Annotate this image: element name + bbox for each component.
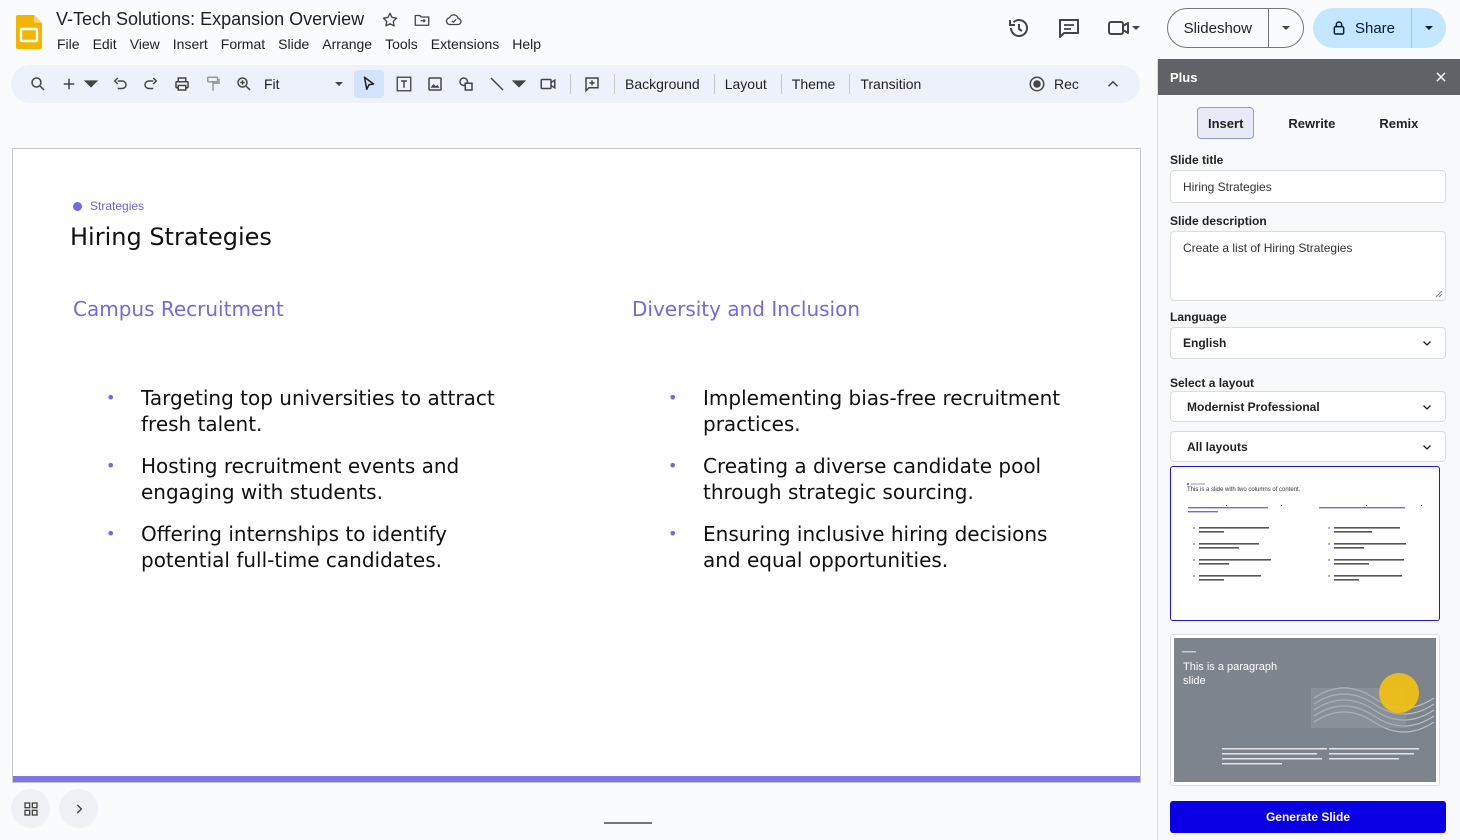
column-heading-left[interactable]: Campus Recruitment <box>73 297 284 321</box>
line-icon[interactable] <box>486 70 508 98</box>
language-select[interactable] <box>1170 327 1446 359</box>
bullet-list-left[interactable] <box>106 385 506 589</box>
chevron-down-icon <box>334 79 344 89</box>
layout-select[interactable] <box>1170 391 1446 422</box>
generate-slide-button[interactable]: Generate Slide <box>1170 801 1446 833</box>
record-label: Rec <box>1054 76 1079 92</box>
slide-title-label: Slide title <box>1170 153 1224 167</box>
share-label: Share <box>1354 19 1395 37</box>
undo-icon[interactable] <box>109 70 131 98</box>
menu-format[interactable]: Format <box>220 36 266 52</box>
star-icon[interactable] <box>380 10 400 30</box>
chevron-down-icon <box>1421 441 1433 453</box>
panel-title: Plus <box>1170 69 1198 85</box>
close-icon[interactable] <box>1434 70 1448 84</box>
toolbar-divider <box>714 74 715 94</box>
language-value: English <box>1183 336 1227 350</box>
zoom-icon[interactable] <box>233 70 255 98</box>
layout-label: Select a layout <box>1170 376 1255 390</box>
tab-remix[interactable]: Remix <box>1379 115 1419 131</box>
text-box-icon[interactable] <box>393 70 415 98</box>
list-item <box>106 453 506 505</box>
slide-canvas[interactable] <box>12 148 1141 783</box>
bullet-icon: • <box>668 388 678 407</box>
meet-camera-icon[interactable] <box>1099 8 1149 48</box>
menu-file[interactable]: File <box>57 36 80 52</box>
slide-description-label: Slide description <box>1170 214 1267 228</box>
tab-rewrite[interactable]: Rewrite <box>1288 115 1336 131</box>
toolbar-divider <box>849 74 850 94</box>
search-menus-icon[interactable] <box>27 70 49 98</box>
print-icon[interactable] <box>171 70 193 98</box>
chevron-down-icon <box>1424 23 1434 33</box>
slideshow-button-group <box>1167 8 1304 48</box>
record-icon <box>1028 75 1046 93</box>
toolbar-divider <box>781 74 782 94</box>
thumbnail-title: This is a slide with two columns of content. <box>1187 487 1301 493</box>
header-actions <box>999 8 1446 48</box>
bullet-icon: • <box>668 456 678 475</box>
list-item <box>106 385 506 437</box>
transition-button[interactable]: Transition <box>860 76 922 92</box>
toolbar-divider <box>614 74 615 94</box>
chevron-down-icon <box>1421 337 1433 349</box>
select-cursor-icon[interactable] <box>354 70 384 98</box>
slide-nav-controls <box>11 789 98 828</box>
share-options-button[interactable] <box>1412 8 1446 48</box>
zoom-select[interactable] <box>264 76 344 92</box>
menu-edit[interactable]: Edit <box>92 36 117 52</box>
tag-dot <box>73 202 82 211</box>
slides-logo-icon[interactable] <box>16 15 42 49</box>
menu-tools[interactable]: Tools <box>385 36 418 52</box>
bullet-text: Ensuring inclusive hiring decisions and equal opportunities. <box>703 522 1048 572</box>
add-comment-icon[interactable] <box>581 70 603 98</box>
paint-format-icon[interactable] <box>202 70 224 98</box>
main-toolbar <box>11 65 1140 103</box>
slide-title-input[interactable]: Hiring Strategies <box>1170 170 1446 203</box>
language-label: Language <box>1170 310 1227 324</box>
new-slide-icon[interactable] <box>58 70 80 98</box>
chevron-down-icon <box>1421 401 1433 413</box>
bullet-text: Implementing bias-free recruitment practices. <box>703 386 1061 436</box>
line-dropdown-icon[interactable] <box>510 70 528 98</box>
menu-help[interactable]: Help <box>512 36 542 52</box>
layout-thumbnail-paragraph[interactable] <box>1170 634 1440 786</box>
version-history-icon[interactable] <box>999 8 1039 48</box>
bullet-text: Offering internships to identify potential full-time candidates. <box>141 522 447 572</box>
list-item <box>668 521 1078 573</box>
share-button-group <box>1313 8 1446 48</box>
tab-insert[interactable]: Insert <box>1197 107 1254 139</box>
document-title[interactable]: V-Tech Solutions: Expansion Overview <box>56 9 365 29</box>
move-folder-icon[interactable] <box>412 10 432 30</box>
thumbnail-title: This is a paragraph slide <box>1183 661 1278 687</box>
lock-icon <box>1331 20 1347 36</box>
menu-view[interactable]: View <box>129 36 160 52</box>
layout-filter-select[interactable] <box>1170 431 1446 462</box>
chevron-down-icon <box>1131 23 1141 33</box>
share-button[interactable] <box>1313 8 1412 48</box>
slide-description-textarea[interactable] <box>1170 231 1446 301</box>
resize-handle-icon[interactable] <box>1435 290 1443 298</box>
zoom-value: Fit <box>264 76 280 92</box>
bullet-text: Targeting top universities to attract fresh talent. <box>141 386 495 436</box>
bullet-icon: • <box>106 388 116 407</box>
toolbar-divider <box>570 74 571 94</box>
collapse-toolbar-icon[interactable] <box>1104 75 1122 96</box>
list-item <box>668 385 1078 437</box>
slideshow-options-button[interactable] <box>1269 9 1303 47</box>
paragraph-preview <box>1174 638 1436 782</box>
chevron-right-icon[interactable] <box>59 789 98 828</box>
menu-insert[interactable]: Insert <box>172 36 208 52</box>
slide-tag-label: Strategies <box>90 199 145 213</box>
title-actions <box>380 10 464 30</box>
layout-button[interactable]: Layout <box>724 76 767 92</box>
panel-tabs <box>1197 107 1460 139</box>
grid-view-icon[interactable] <box>11 789 50 828</box>
menu-slide[interactable]: Slide <box>278 36 310 52</box>
chevron-down-icon <box>1281 23 1291 33</box>
background-button[interactable]: Background <box>625 76 700 92</box>
bullet-icon: • <box>106 456 116 475</box>
theme-button[interactable]: Theme <box>791 76 836 92</box>
bullet-text: Creating a diverse candidate pool through strategic sourcing. <box>703 454 1042 504</box>
bullet-list-right[interactable] <box>668 385 1078 589</box>
insert-image-icon[interactable] <box>424 70 446 98</box>
cloud-status-icon[interactable] <box>444 10 464 30</box>
menu-bar <box>57 36 554 52</box>
slideshow-button[interactable]: Slideshow <box>1168 9 1269 47</box>
layout-thumbnail-two-columns[interactable] <box>1170 466 1440 621</box>
layout-filter-value: All layouts <box>1187 439 1248 454</box>
redo-icon[interactable] <box>140 70 162 98</box>
menu-arrange[interactable]: Arrange <box>322 36 373 52</box>
bullet-icon: • <box>668 524 678 543</box>
list-item <box>668 453 1078 505</box>
insert-video-icon[interactable] <box>537 70 559 98</box>
list-item <box>106 521 506 573</box>
slide-accent-bar <box>13 776 1140 782</box>
menu-extensions[interactable]: Extensions <box>430 36 500 52</box>
bullet-text: Hosting recruitment events and engaging with students. <box>141 454 460 504</box>
speaker-notes-drag-handle[interactable] <box>604 822 652 824</box>
panel-header <box>1158 59 1460 95</box>
column-heading-right[interactable]: Diversity and Inclusion <box>632 297 861 321</box>
slide-title[interactable]: Hiring Strategies <box>70 223 272 251</box>
shape-icon[interactable] <box>455 70 477 98</box>
bullet-icon: • <box>106 524 116 543</box>
plus-side-panel <box>1157 59 1460 840</box>
new-slide-dropdown-icon[interactable] <box>82 70 100 98</box>
record-button[interactable] <box>1028 75 1079 93</box>
comments-icon[interactable] <box>1049 8 1089 48</box>
slide-tag[interactable] <box>73 199 144 213</box>
layout-value: Modernist Professional <box>1187 399 1320 414</box>
slide-description-value: Create a list of Hiring Strategies <box>1183 241 1353 255</box>
